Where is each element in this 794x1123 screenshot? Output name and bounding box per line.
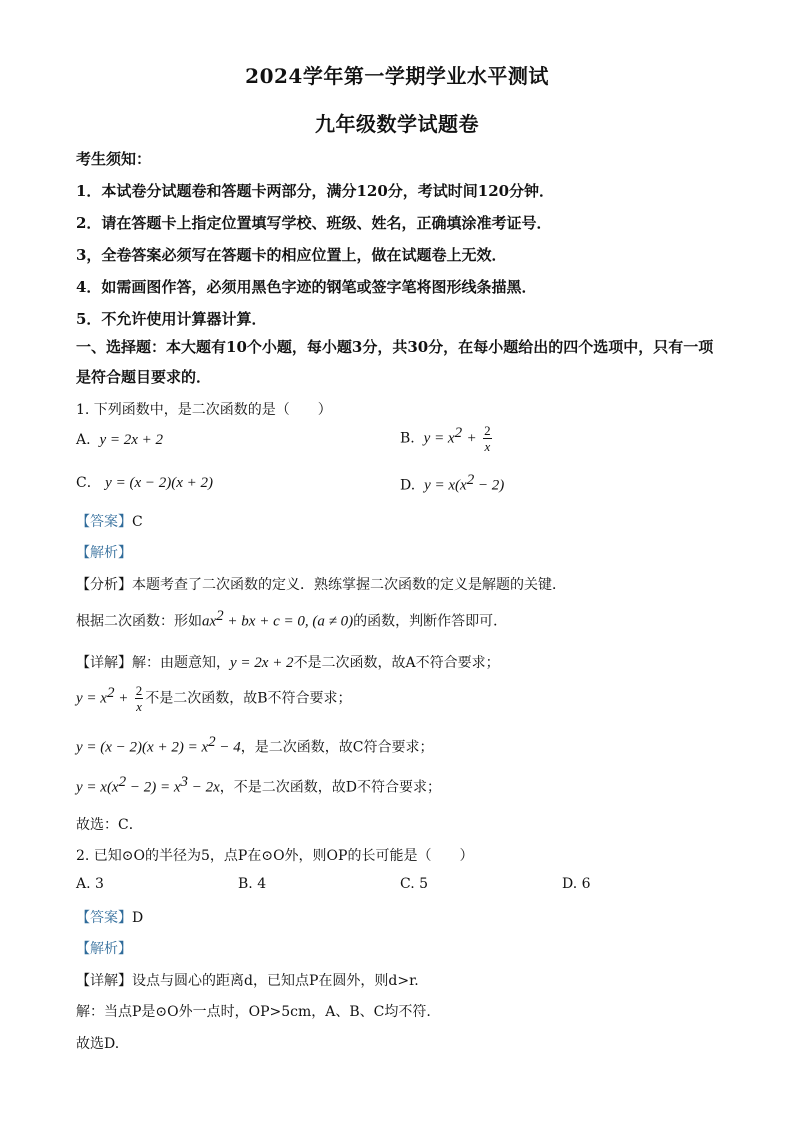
q1-fenxi: 【分析】本题考查了二次函数的定义．熟练掌握二次函数的定义是解题的关键． [76,577,566,593]
q2-detail: 【详解】设点与圆心的距离d，已知点P在圆外，则d>r. [76,973,419,989]
notice-item-4: 4．如需画图作答，必须用黑色字迹的钢笔或签字笔将图形线条描黑． [76,278,537,296]
q1-option-b: B. $y = x^2$ + $\frac{2}{x}$ [400,423,491,454]
question-2-stem: 2. 已知⊙O的半径为5，点P在⊙O外，则OP的长可能是（ ） [76,848,474,864]
q1-detail-c: $y = (x - 2)(x + 2) = x^2 - 4$，是二次函数，故C符合要求； [76,734,434,756]
q2-option-c: C. 5 [400,876,429,892]
exam-subtitle: 九年级数学试题卷 [315,112,479,136]
notice-item-1: 1．本试卷分试题卷和答题卡两部分，满分120分，考试时间120分钟． [76,182,555,200]
q2-option-a: A. 3 [76,876,104,892]
q1-analysis-tag: 【解析】 [76,545,132,561]
q1-answer: 【答案】C [76,514,143,530]
notice-item-5: 5．不允许使用计算器计算． [76,310,267,328]
q2-option-b: B. 4 [238,876,267,892]
question-1-stem: 1. 下列函数中，是二次函数的是（ ） [76,402,332,418]
q2-conclusion: 故选D. [76,1036,120,1052]
q1-detail-b: $y = x^2$ + $\frac{2}{x}$ 不是二次函数，故B不符合要求； [76,683,352,714]
section-heading: 一、选择题：本大题有10个小题，每小题3分，共30分，在每小题给出的四个选项中，只有一项是符合题目要求的． [76,338,714,386]
fraction: $\frac{2}{x}$ [484,423,491,454]
q1-detail-d: $y = x(x^2 - 2) = x^3 - 2x$，不是二次函数，故D不符合要求； [76,774,442,796]
notice-heading: 考生须知： [76,150,152,168]
notice-item-3: 3，全卷答案必须写在答题卡的相应位置上，做在试题卷上无效． [76,246,507,264]
q1-detail: 【详解】解：由题意知，y = 2x + 2不是二次函数，故A不符合要求； [76,655,500,671]
q2-option-d: D. 6 [562,876,591,892]
q2-answer: 【答案】D [76,910,144,926]
q1-option-d: D. $y = x(x^2 - 2)$ [400,472,505,494]
q2-solution: 解：当点P是⊙O外一点时，OP>5cm，A、B、C均不符. [76,1004,431,1020]
q1-basis: 根据二次函数：形如$ax^2$ + bx + c = 0, (a ≠ 0)的函数，判断作答即可． [76,608,508,630]
notice-item-2: 2．请在答题卡上指定位置填写学校、班级、姓名，正确填涂准考证号． [76,214,552,232]
q1-option-c: C． y = (x − 2)(x + 2) [76,475,213,491]
exam-title: 2024学年第一学期学业水平测试 [245,64,549,88]
fraction: $\frac{2}{x}$ [135,683,143,714]
q2-analysis-tag: 【解析】 [76,941,132,957]
q1-option-a: A. y = 2x + 2 [76,432,164,448]
q1-conclusion: 故选：C． [76,817,143,833]
